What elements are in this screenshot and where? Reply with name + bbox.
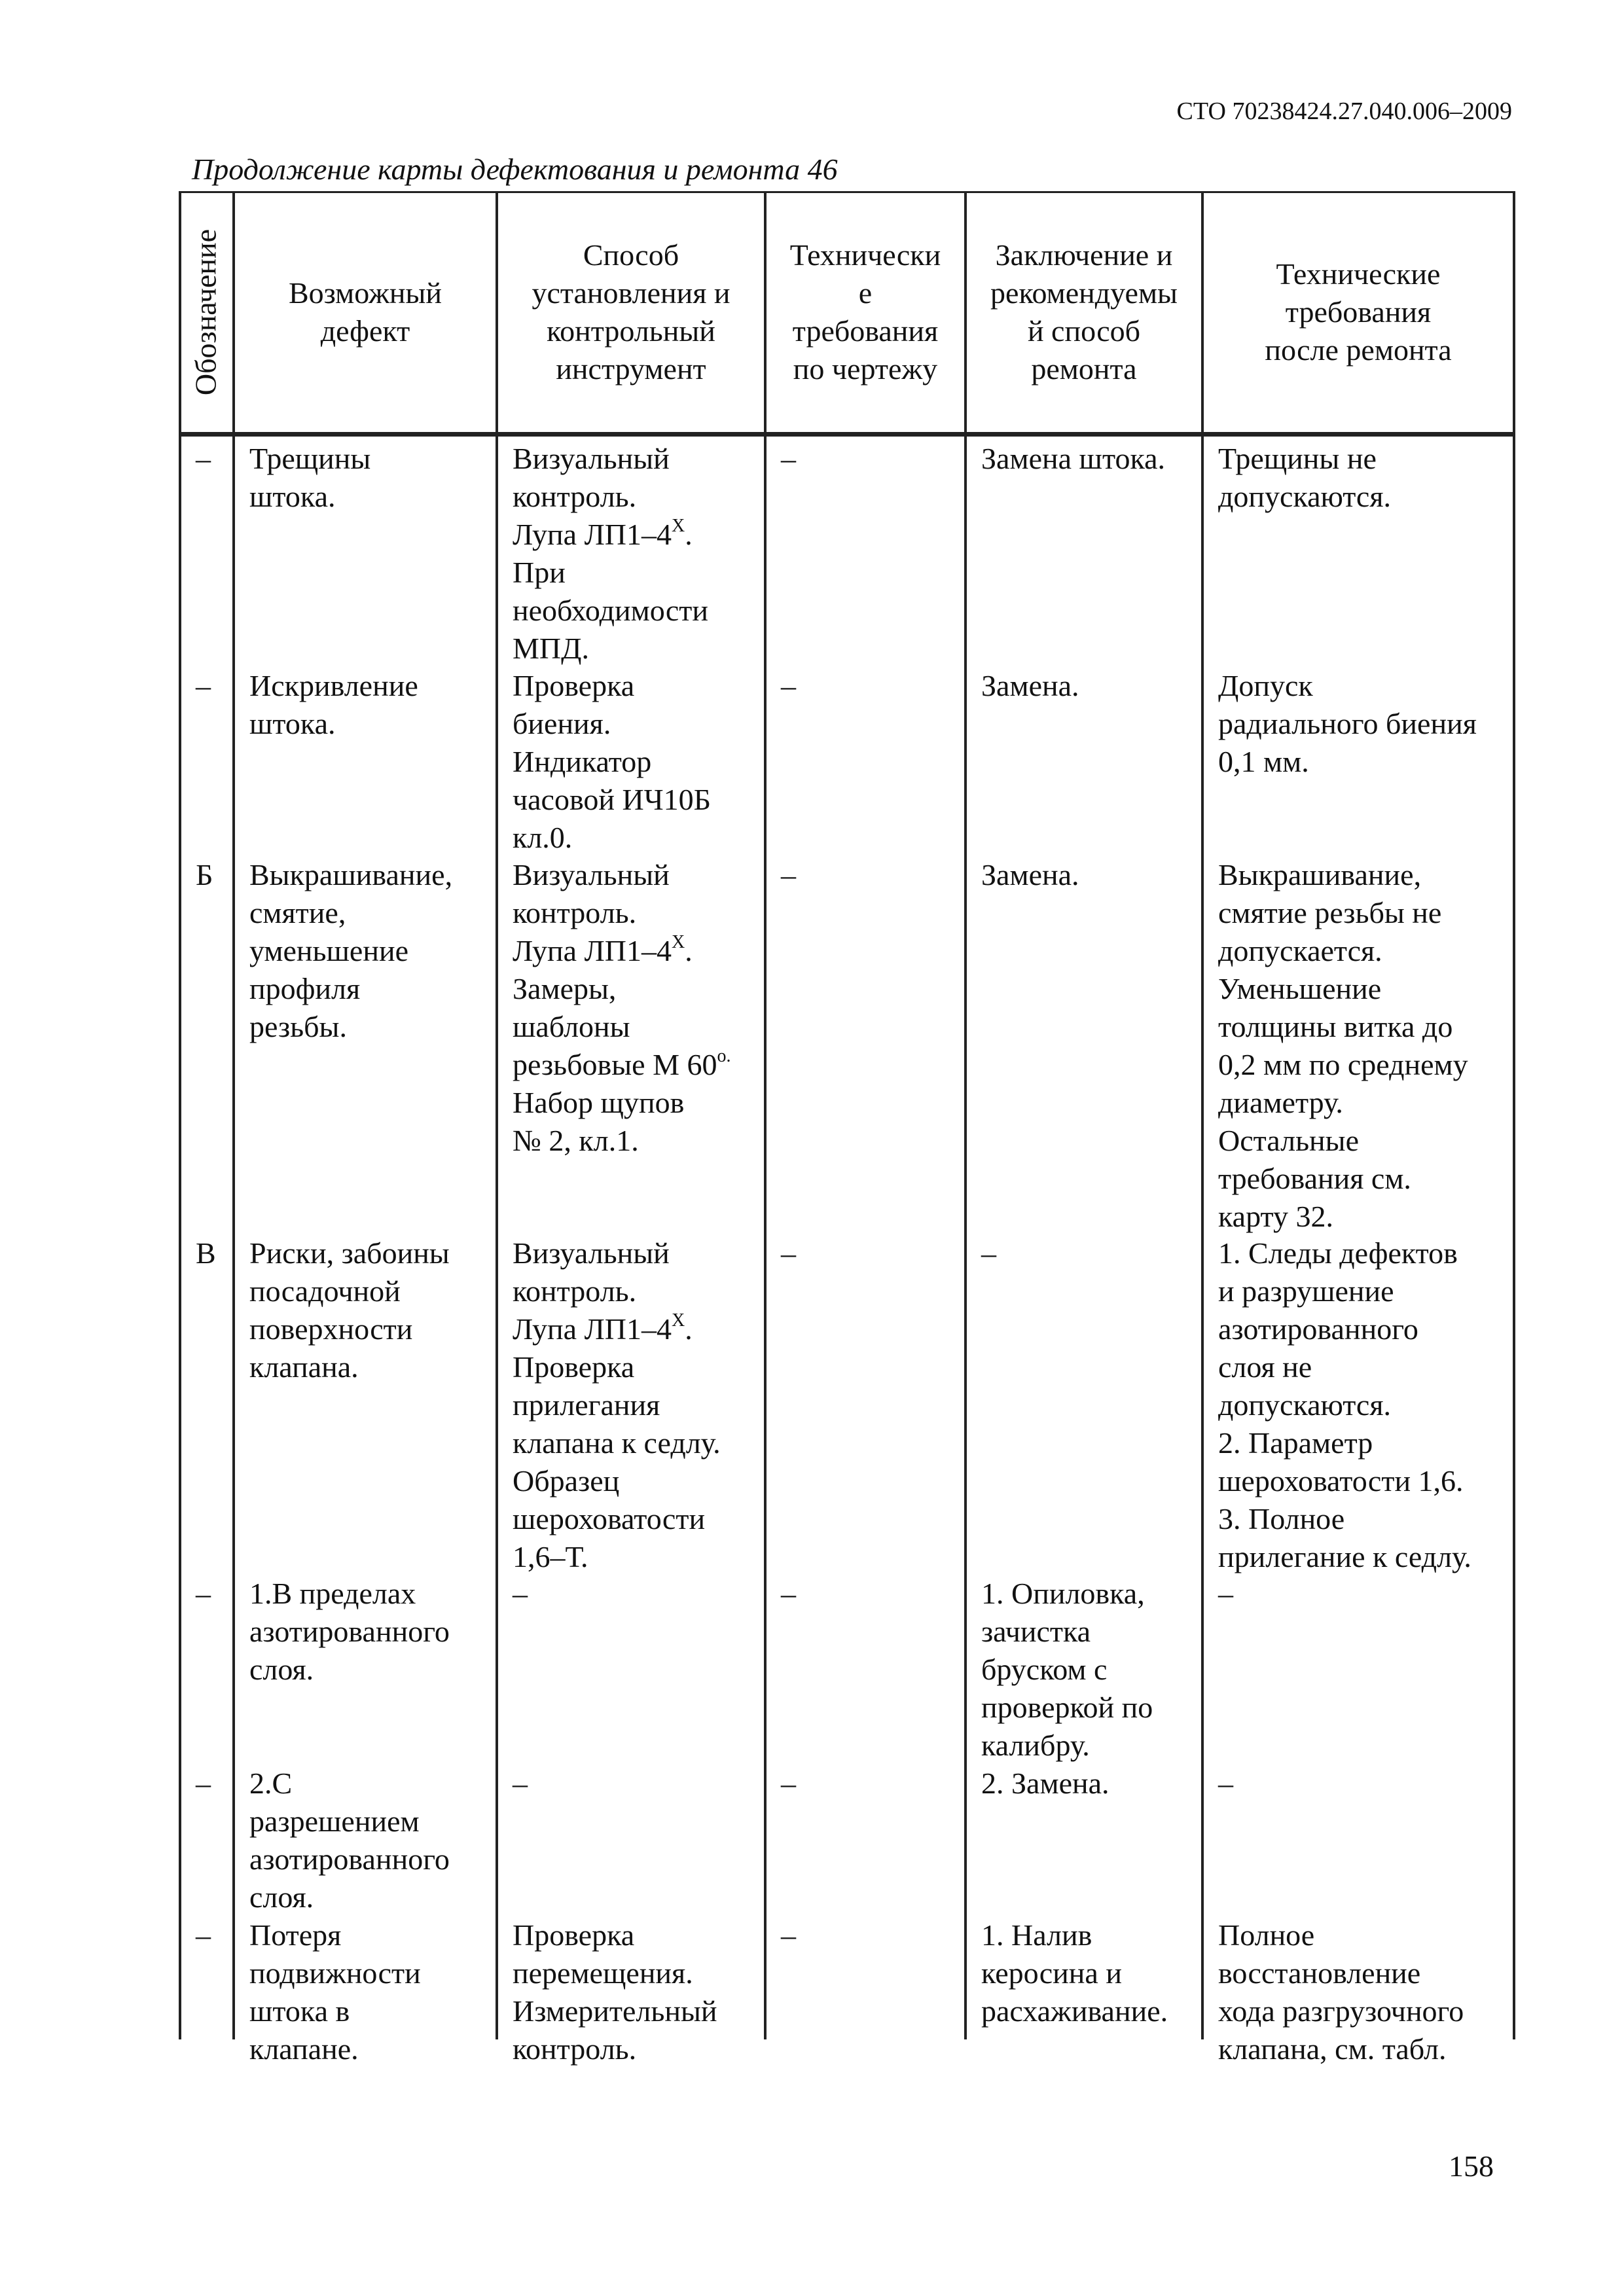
table-row-defect: Искривление штока. [249, 669, 418, 740]
column-header-method: Способ установления и контрольный инструмент [532, 238, 731, 386]
column-header-designation: Обозначение [189, 228, 223, 396]
table-row-defect: Трещины штока. [249, 442, 371, 513]
table-row-defect: 2.С разрешением азотированного слоя. [249, 1767, 450, 1914]
table-row-drawing: – [781, 1577, 796, 1610]
table-row-drawing: – [781, 442, 796, 475]
table-row-mark: – [196, 1767, 211, 1800]
table-row-after: Полное восстановление хода разгрузочного клапана, см. табл. [1218, 1918, 1464, 2066]
table-border-right [1513, 191, 1515, 2039]
table-row-defect: Риски, забоины посадочной поверхности клапана. [249, 1236, 450, 1384]
table-row-after: – [1218, 1767, 1233, 1800]
table-row-drawing: – [781, 858, 796, 891]
table-row-defect: Выкрашивание, смятие, уменьшение профиля резьбы. [249, 858, 453, 1043]
column-header-after-repair: Технические требования после ремонта [1265, 257, 1452, 367]
table-row-repair: 1. Опиловка, зачистка бруском с проверкой по калибру. [981, 1577, 1153, 1762]
table-row-drawing: – [781, 1767, 796, 1800]
table-row-mark: – [196, 1918, 211, 1952]
table-row-mark: – [196, 669, 211, 702]
column-divider [496, 191, 498, 2039]
table-row-repair: 2. Замена. [981, 1767, 1110, 1800]
table-row-method: – [513, 1577, 528, 1610]
table-row-defect: 1.В пределах азотированного слоя. [249, 1577, 450, 1686]
column-divider [764, 191, 767, 2039]
table-row-after: Допуск радиального биения 0,1 мм. [1218, 669, 1477, 778]
table-row-method: Визуальный контроль. Лупа $ЛП1-4^Х$. Замеры, шаблоны резьбовые М $60^{о.}$ Набор щупов № 2, кл.1. [513, 858, 731, 1157]
table-row-method: Визуальный контроль. Лупа $ЛП1-4^Х$. При необходимости МПД. [513, 442, 709, 665]
table-row-repair: – [981, 1236, 996, 1270]
page-number: 158 [1449, 2149, 1494, 2183]
table-row-after: Трещины не допускаются. [1218, 442, 1392, 513]
table-row-after: 1. Следы дефектов и разрушение азотированного слоя не допускаются. 2. Параметр шероховатости 1,6. 3. Полное прилегание к седлу. [1218, 1236, 1471, 1573]
column-divider [1201, 191, 1204, 2039]
table-row-drawing: – [781, 669, 796, 702]
table-row-mark: В [196, 1236, 216, 1270]
column-header-drawing-requirements: Технически е требования по чертежу [789, 238, 941, 386]
continuation-title: Продолжение карты дефектования и ремонта 46 [192, 152, 838, 186]
table-row-after: Выкрашивание, смятие резьбы не допускается. Уменьшение толщины витка до 0,2 мм по среднему диаметру. Остальные требования см. карту 32. [1218, 858, 1468, 1233]
table-row-drawing: – [781, 1236, 796, 1270]
table-row-defect: Потеря подвижности штока в клапане. [249, 1918, 421, 2066]
table-row-mark: – [196, 442, 211, 475]
column-header-repair: Заключение и рекомендуемы й способ ремонта [990, 238, 1178, 386]
table-row-method: – [513, 1767, 528, 1800]
column-divider [964, 191, 967, 2039]
table-row-method: Проверка биения. Индикатор часовой ИЧ10Б кл.0. [513, 669, 712, 854]
table-row-repair: Замена штока. [981, 442, 1166, 475]
column-divider [232, 191, 235, 2039]
table-row-mark: Б [196, 858, 213, 891]
document-code: СТО 70238424.27.040.006–2009 [1176, 98, 1512, 125]
table-row-method: Визуальный контроль. Лупа $ЛП1-4^Х$. Проверка прилегания клапана к седлу. Образец шероховатости 1,6–Т. [513, 1236, 721, 1573]
table-row-repair: Замена. [981, 858, 1079, 891]
table-row-repair: Замена. [981, 669, 1079, 702]
table-row-mark: – [196, 1577, 211, 1610]
table-row-method: Проверка перемещения. Измерительный контроль. [513, 1918, 717, 2066]
table-row-after: – [1218, 1577, 1233, 1610]
table-border-left [179, 191, 181, 2039]
table-row-repair: 1. Налив керосина и расхаживание. [981, 1918, 1168, 2028]
defect-repair-table [179, 191, 1515, 2066]
column-header-defect: Возможный дефект [288, 276, 442, 348]
table-row-drawing: – [781, 1918, 796, 1952]
